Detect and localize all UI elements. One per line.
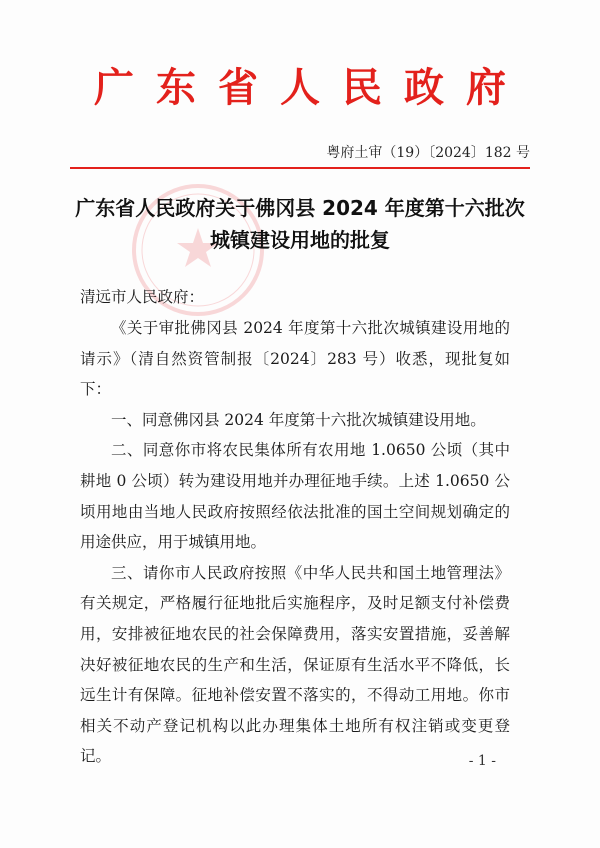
document-title: 广东省人民政府关于佛冈县 2024 年度第十六批次城镇建设用地的批复 <box>75 196 525 252</box>
body-paragraph: 二、同意你市将农民集体所有农用地 1.0650 公顷（其中耕地 0 公顷）转为建设用地并办理征地手续。上述 1.0650 公顷用地由当地人民政府按照经依法批准的国土空间规划确定的用途供应，用于城镇用地。 <box>80 441 510 552</box>
document-body <box>80 313 510 772</box>
page-number: - 1 - <box>468 753 496 769</box>
body-paragraph: 三、请你市人民政府按照《中华人民共和国土地管理法》有关规定，严格履行征地批后实施程序，及时足额支付补偿费用，安排被征地农民的社会保障费用，落实安置措施，妥善解决好被征地农民的生产和生活，保证原有生活水平不降低，长远生计有保障。征地补偿安置不落实的，不得动工用地。你市相关不动产登记机构以此办理集体土地所有权注销或变更登记。 <box>80 563 510 766</box>
document-number: 粤府土审（19）〔2024〕182 号 <box>326 145 530 161</box>
body-paragraph: 《关于审批佛冈县 2024 年度第十六批次城镇建设用地的请示》（清自然资管制报〔2024〕283 号）收悉，现批复如下： <box>80 319 510 399</box>
salutation: 清远市人民政府： <box>80 288 205 306</box>
body-paragraph: 一、同意佛冈县 2024 年度第十六批次城镇建设用地。 <box>111 410 486 429</box>
issuer-masthead: 广东省人民政府 <box>94 64 528 111</box>
red-divider-line <box>70 167 530 169</box>
